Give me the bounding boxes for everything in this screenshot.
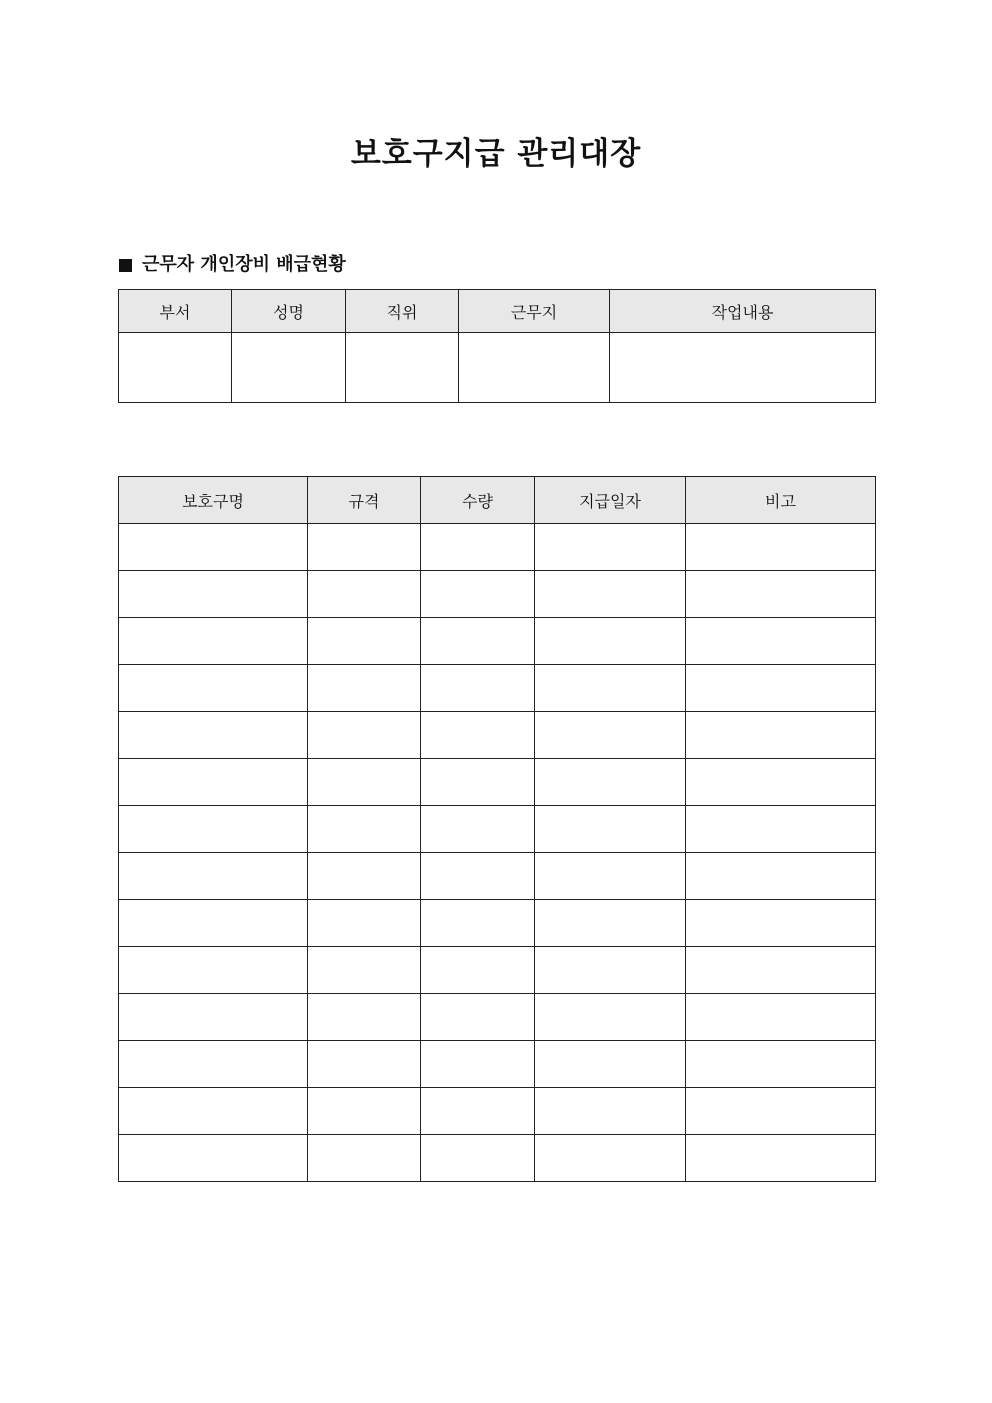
cell-issue-date[interactable] — [535, 571, 686, 618]
equipment-table-body — [119, 524, 876, 1182]
cell-issue-date[interactable] — [535, 1135, 686, 1182]
table-row — [119, 900, 876, 947]
table-row — [119, 759, 876, 806]
section-heading-worker — [119, 252, 346, 278]
cell-spec[interactable] — [308, 524, 421, 571]
cell-spec[interactable] — [308, 712, 421, 759]
cell-issue-date[interactable] — [535, 759, 686, 806]
table-row — [119, 806, 876, 853]
cell-quantity[interactable] — [421, 712, 535, 759]
table-row — [119, 1088, 876, 1135]
cell-equipment-name[interactable] — [119, 806, 308, 853]
cell-remarks[interactable] — [686, 1135, 876, 1182]
cell-quantity[interactable] — [421, 900, 535, 947]
cell-spec[interactable] — [308, 900, 421, 947]
cell-spec[interactable] — [308, 994, 421, 1041]
cell-spec[interactable] — [308, 1088, 421, 1135]
cell-department[interactable] — [119, 333, 232, 403]
cell-quantity[interactable] — [421, 759, 535, 806]
cell-issue-date[interactable] — [535, 665, 686, 712]
table-row — [119, 333, 876, 403]
cell-issue-date[interactable] — [535, 712, 686, 759]
cell-equipment-name[interactable] — [119, 900, 308, 947]
cell-issue-date[interactable] — [535, 853, 686, 900]
column-header-task: 작업내용 — [610, 290, 876, 333]
table-header-row — [119, 477, 876, 524]
column-header-remarks: 비고 — [686, 477, 876, 524]
table-header-row — [119, 290, 876, 333]
cell-quantity[interactable] — [421, 853, 535, 900]
cell-quantity[interactable] — [421, 665, 535, 712]
cell-spec[interactable] — [308, 1041, 421, 1088]
cell-remarks[interactable] — [686, 1041, 876, 1088]
cell-remarks[interactable] — [686, 571, 876, 618]
column-header-name: 성명 — [232, 290, 346, 333]
cell-quantity[interactable] — [421, 994, 535, 1041]
cell-quantity[interactable] — [421, 524, 535, 571]
cell-spec[interactable] — [308, 618, 421, 665]
table-row — [119, 994, 876, 1041]
cell-issue-date[interactable] — [535, 524, 686, 571]
cell-remarks[interactable] — [686, 1088, 876, 1135]
cell-equipment-name[interactable] — [119, 947, 308, 994]
cell-remarks[interactable] — [686, 853, 876, 900]
cell-equipment-name[interactable] — [119, 571, 308, 618]
cell-quantity[interactable] — [421, 618, 535, 665]
table-row — [119, 665, 876, 712]
cell-spec[interactable] — [308, 571, 421, 618]
table-row — [119, 1135, 876, 1182]
cell-quantity[interactable] — [421, 1135, 535, 1182]
table-row — [119, 853, 876, 900]
cell-spec[interactable] — [308, 947, 421, 994]
cell-workplace[interactable] — [459, 333, 610, 403]
cell-task[interactable] — [610, 333, 876, 403]
cell-issue-date[interactable] — [535, 994, 686, 1041]
cell-remarks[interactable] — [686, 947, 876, 994]
cell-equipment-name[interactable] — [119, 994, 308, 1041]
cell-equipment-name[interactable] — [119, 618, 308, 665]
column-header-equipment-name: 보호구명 — [119, 477, 308, 524]
square-bullet-icon — [119, 259, 132, 272]
cell-issue-date[interactable] — [535, 947, 686, 994]
cell-position[interactable] — [346, 333, 459, 403]
column-header-issue-date: 지급일자 — [535, 477, 686, 524]
cell-equipment-name[interactable] — [119, 1135, 308, 1182]
equipment-table — [118, 476, 876, 1182]
cell-remarks[interactable] — [686, 712, 876, 759]
cell-quantity[interactable] — [421, 1088, 535, 1135]
cell-remarks[interactable] — [686, 806, 876, 853]
cell-equipment-name[interactable] — [119, 759, 308, 806]
worker-info-table — [118, 289, 876, 403]
table-row — [119, 947, 876, 994]
cell-remarks[interactable] — [686, 618, 876, 665]
cell-equipment-name[interactable] — [119, 853, 308, 900]
cell-name[interactable] — [232, 333, 346, 403]
column-header-department: 부서 — [119, 290, 232, 333]
cell-equipment-name[interactable] — [119, 712, 308, 759]
cell-issue-date[interactable] — [535, 806, 686, 853]
cell-equipment-name[interactable] — [119, 665, 308, 712]
cell-quantity[interactable] — [421, 806, 535, 853]
table-row — [119, 571, 876, 618]
cell-equipment-name[interactable] — [119, 1041, 308, 1088]
cell-quantity[interactable] — [421, 571, 535, 618]
section-heading-label: 근무자 개인장비 배급현황 — [142, 254, 346, 275]
cell-equipment-name[interactable] — [119, 1088, 308, 1135]
cell-spec[interactable] — [308, 665, 421, 712]
document-title: 보호구지급 관리대장 — [350, 136, 642, 172]
cell-remarks[interactable] — [686, 900, 876, 947]
column-header-workplace: 근무지 — [459, 290, 610, 333]
cell-issue-date[interactable] — [535, 1088, 686, 1135]
cell-spec[interactable] — [308, 806, 421, 853]
cell-remarks[interactable] — [686, 665, 876, 712]
cell-equipment-name[interactable] — [119, 524, 308, 571]
cell-quantity[interactable] — [421, 947, 535, 994]
cell-quantity[interactable] — [421, 1041, 535, 1088]
cell-issue-date[interactable] — [535, 1041, 686, 1088]
cell-spec[interactable] — [308, 1135, 421, 1182]
column-header-spec: 규격 — [308, 477, 421, 524]
table-row — [119, 618, 876, 665]
cell-issue-date[interactable] — [535, 900, 686, 947]
table-row — [119, 712, 876, 759]
cell-spec[interactable] — [308, 853, 421, 900]
cell-remarks[interactable] — [686, 994, 876, 1041]
cell-remarks[interactable] — [686, 524, 876, 571]
column-header-position: 직위 — [346, 290, 459, 333]
table-row — [119, 1041, 876, 1088]
cell-remarks[interactable] — [686, 759, 876, 806]
cell-issue-date[interactable] — [535, 618, 686, 665]
table-row — [119, 524, 876, 571]
column-header-quantity: 수량 — [421, 477, 535, 524]
cell-spec[interactable] — [308, 759, 421, 806]
